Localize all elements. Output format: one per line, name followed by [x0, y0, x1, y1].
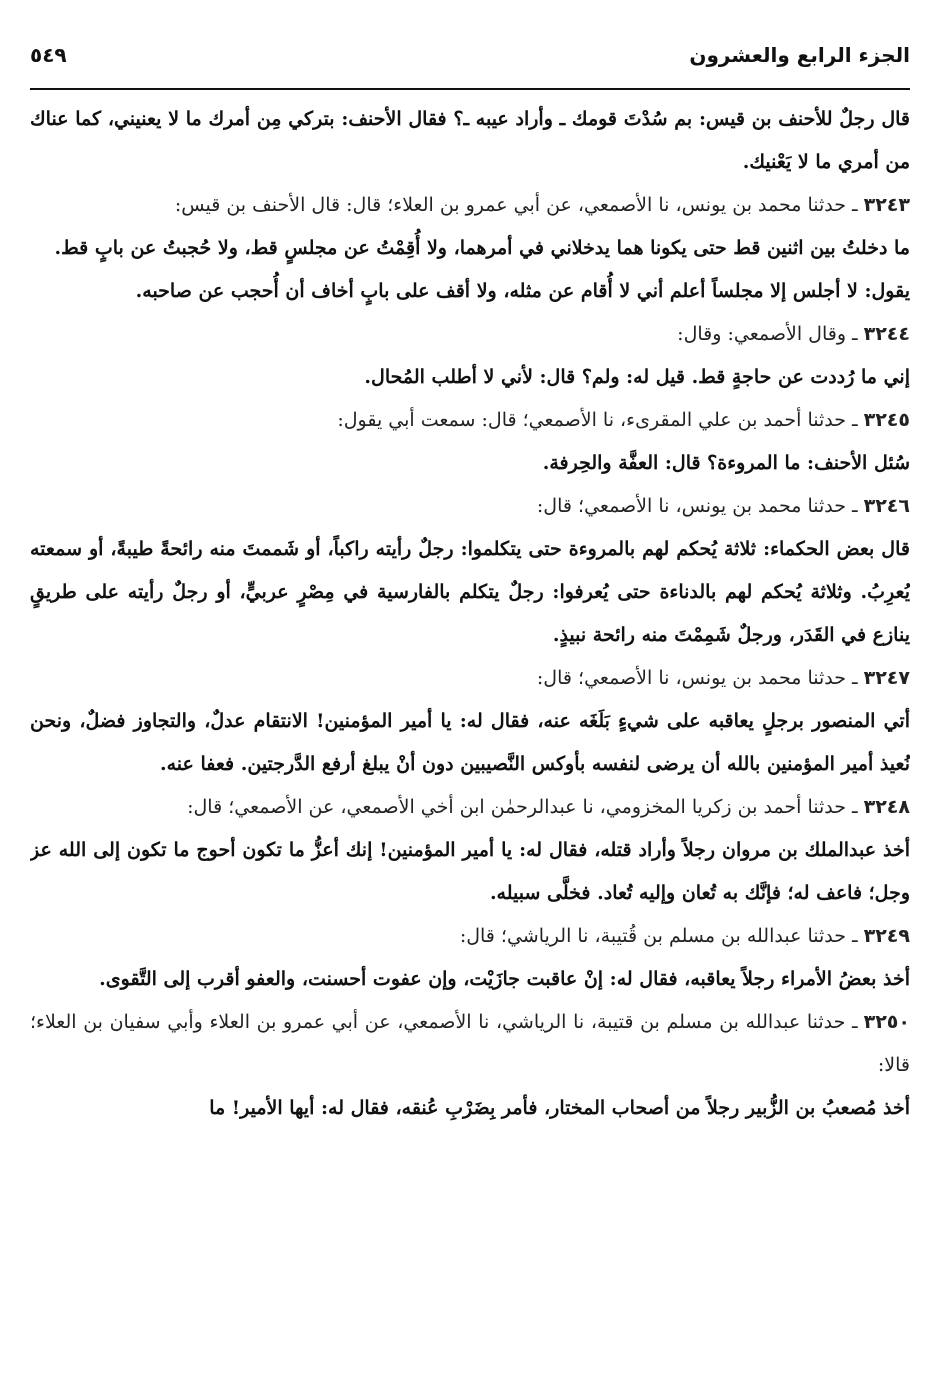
text-block [30, 442, 910, 485]
block-text: قال رجلٌ للأحنف بن قيس: بم سُدْتَ قومك ـ وأراد عيبه ـ؟ فقال الأحنف: بتركي مِن أمرك ما لا يعنيني، كما عناك من أمري ما لا يَعْنيك. [30, 108, 910, 173]
hadith-number: ٣٢٤٩ [863, 925, 910, 947]
block-text: أخذ بعضُ الأمراء رجلاً يعاقبه، فقال له: إنْ عاقبت جازَيْت، وإن عفوت أحسنت، والعفو أقرب إلى التَّقوى. [99, 968, 910, 990]
text-block [30, 958, 910, 1001]
text-block [30, 1087, 910, 1130]
block-text: ـ حدثنا أحمد بن زكريا المخزومي، نا عبدالرحمٰن ابن أخي الأصمعي، عن الأصمعي؛ قال: [187, 796, 858, 818]
hadith-number: ٣٢٤٦ [863, 495, 910, 517]
block-text: أخذ عبدالملك بن مروان رجلاً وأراد قتله، فقال له: يا أمير المؤمنين! إنك أعزُّ ما تكون أحوج ما تكون إلى الله عز وجل؛ فاعف له؛ فإنَّك به تُعان وإليه تُعاد. فخلَّى سبيله. [30, 839, 910, 904]
block-text: ـ حدثنا عبدالله بن مسلم بن قتيبة، نا الرياشي، نا الأصمعي، عن أبي عمرو بن العلاء وأبي سفيان بن العلاء؛ قالا: [30, 1011, 910, 1076]
hadith-number: ٣٢٥٠ [863, 1011, 910, 1033]
hadith-block [30, 915, 910, 958]
running-title: الجزء الرابع والعشرون [689, 43, 910, 67]
page-header [30, 22, 910, 90]
block-text: ـ حدثنا محمد بن يونس، نا الأصمعي؛ قال: [536, 667, 858, 689]
hadith-block [30, 313, 910, 356]
block-text: قال بعض الحكماء: ثلاثة يُحكم لهم بالمروءة حتى يتكلموا: رجلٌ رأيته راكباً، أو شَممتَ منه رائحةً طيبةً، أو سمعته يُعرِبُ. وثلاثة يُحكم لهم بالدناءة حتى يُعرفوا: رجلٌ يتكلم بالفارسية في مِصْرٍ عربيٍّ، أو رجلٌ رأيته على طريقٍ ينازع في القَدَر، ورجلٌ شَمِمْتَ منه رائحة نبيذٍ. [30, 538, 910, 646]
block-text: إني ما رُددت عن حاجةٍ قط. قيل له: ولم؟ قال: لأني لا أطلب المُحال. [364, 366, 910, 388]
text-block [30, 700, 910, 786]
hadith-number: ٣٢٤٤ [863, 323, 910, 345]
block-text: أتي المنصور برجلٍ يعاقبه على شيءٍ بَلَغَه عنه، فقال له: يا أمير المؤمنين! الانتقام عدلٌ، والتجاوز فضلٌ، ونحن نُعيذ أمير المؤمنين بالله أن يرضى لنفسه بأوكس النَّصيبين دون أنْ يبلغ أرفع الدَّرجتين. فعفا عنه. [30, 710, 910, 775]
block-text: يقول: لا أجلس إلا مجلساً أعلم أني لا أُقام عن مثله، ولا أقف على بابٍ أخاف أن أُحجب عن صاحبه. [135, 280, 910, 302]
block-text: أخذ مُصعبُ بن الزُّبير رجلاً من أصحاب المختار، فأمر بِضَرْبِ عُنقه، فقال له: أيها الأمير! ما [209, 1097, 910, 1119]
block-text: ـ حدثنا عبدالله بن مسلم بن قُتيبة، نا الرياشي؛ قال: [459, 925, 858, 947]
hadith-number: ٣٢٤٧ [863, 667, 910, 689]
hadith-block [30, 485, 910, 528]
text-block [30, 270, 910, 313]
text-block [30, 528, 910, 657]
text-block [30, 227, 910, 270]
page-body [30, 90, 910, 1130]
hadith-block [30, 399, 910, 442]
hadith-block [30, 184, 910, 227]
text-block [30, 356, 910, 399]
hadith-block [30, 786, 910, 829]
hadith-number: ٣٢٤٥ [863, 409, 910, 431]
block-text: ـ حدثنا أحمد بن علي المقرىء، نا الأصمعي؛ قال: سمعت أبي يقول: [337, 409, 858, 431]
book-page [30, 22, 910, 1372]
block-text: ـ وقال الأصمعي: وقال: [677, 323, 858, 345]
text-block [30, 98, 910, 184]
block-text: ما دخلتُ بين اثنين قط حتى يكونا هما يدخلاني في أمرهما، ولا أُقِمْتُ عن مجلسٍ قط، ولا حُجبتُ عن بابٍ قط. [54, 237, 910, 259]
hadith-number: ٣٢٤٨ [863, 796, 910, 818]
hadith-block [30, 1001, 910, 1087]
block-text: ـ حدثنا محمد بن يونس، نا الأصمعي؛ قال: [536, 495, 858, 517]
page-number: ٥٤٩ [30, 43, 67, 67]
hadith-block [30, 657, 910, 700]
block-text: ـ حدثنا محمد بن يونس، نا الأصمعي، عن أبي عمرو بن العلاء؛ قال: قال الأحنف بن قيس: [174, 194, 858, 216]
text-block [30, 829, 910, 915]
hadith-number: ٣٢٤٣ [863, 194, 910, 216]
block-text: سُئل الأحنف: ما المروءة؟ قال: العفَّة والحِرفة. [542, 452, 910, 474]
